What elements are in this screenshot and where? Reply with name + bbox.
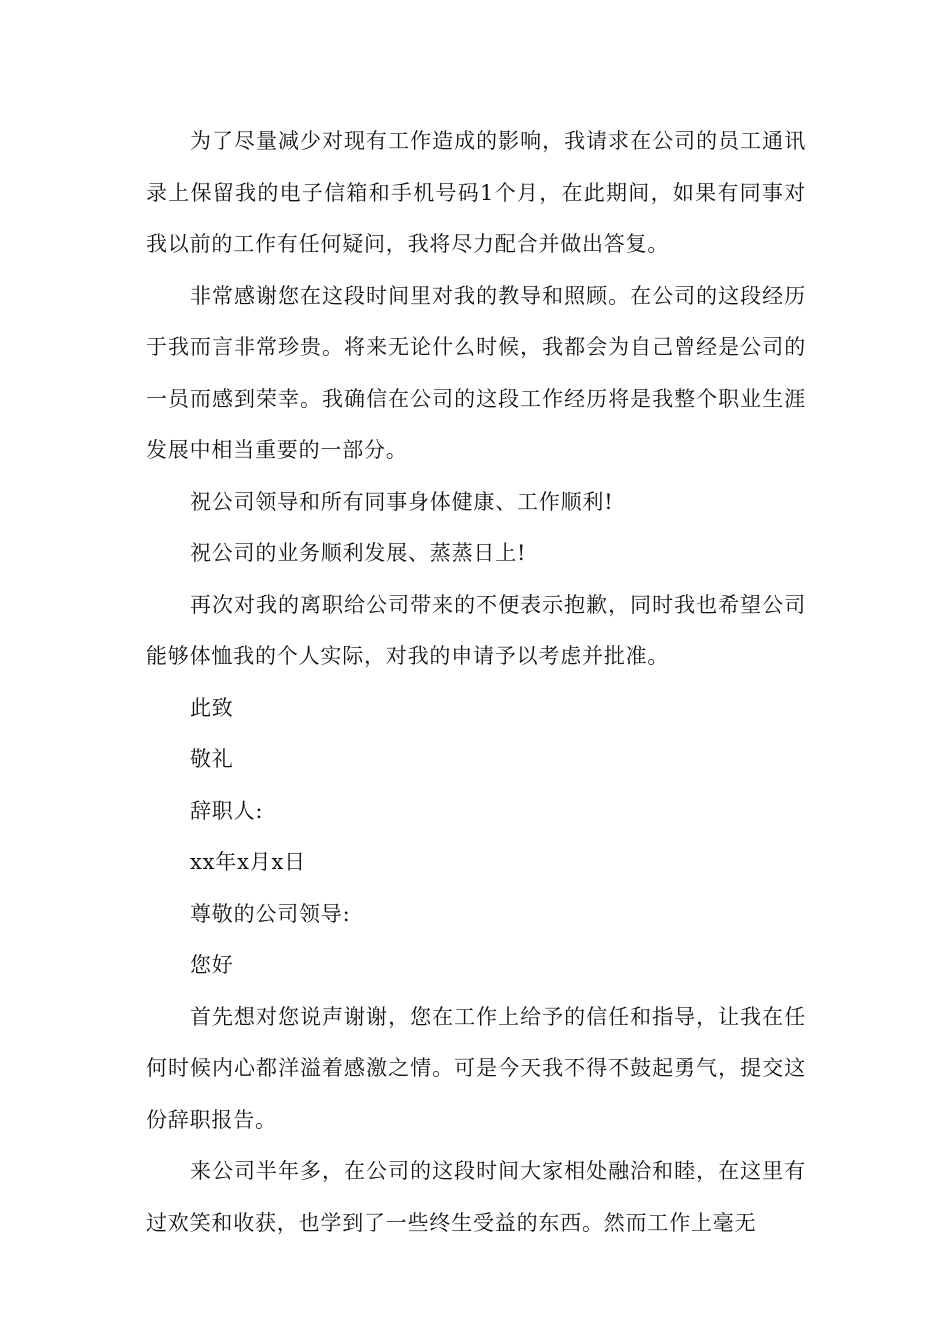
paragraph-thanks: 首先想对您说声谢谢，您在工作上给予的信任和指导，让我在任何时候内心都洋溢着感激之情。可是今天我不得不鼓起勇气，提交这份辞职报告。 [146, 1004, 806, 1132]
paragraph-wish-health: 祝公司领导和所有同事身体健康、工作顺利! [190, 489, 614, 514]
greeting: 您好 [190, 953, 234, 977]
signature-date: xx年x月x日 [190, 850, 306, 874]
paragraph-wish-business: 祝公司的业务顺利发展、蒸蒸日上! [190, 541, 527, 565]
closing-cizhi: 此致 [190, 695, 234, 720]
signature-resigner: 辞职人: [190, 798, 264, 823]
paragraph-keep-contact: 为了尽量减少对现有工作造成的影响，我请求在公司的员工通讯录上保留我的电子信箱和手机号码1个月，在此期间，如果有同事对我以前的工作有任何疑问，我将尽力配合并做出答复。 [146, 129, 806, 256]
document-body [146, 116, 806, 1249]
closing-jingli: 敬礼 [190, 747, 234, 771]
paragraph-gratitude: 非常感谢您在这段时间里对我的教导和照顾。在公司的这段经历于我而言非常珍贵。将来无论什么时候，我都会为自己曾经是公司的一员而感到荣幸。我确信在公司的这段工作经历将是我整个职业生涯发展中相当重要的一部分。 [146, 283, 806, 462]
paragraph-apology: 再次对我的离职给公司带来的不便表示抱歉，同时我也希望公司能够体恤我的个人实际，对我的申请予以考虑并批准。 [146, 592, 806, 668]
salutation: 尊敬的公司领导: [190, 901, 351, 926]
paragraph-half-year: 来公司半年多，在公司的这段时间大家相处融洽和睦，在这里有过欢笑和收获，也学到了一些终生受益的东西。然而工作上毫无 [146, 1159, 806, 1235]
